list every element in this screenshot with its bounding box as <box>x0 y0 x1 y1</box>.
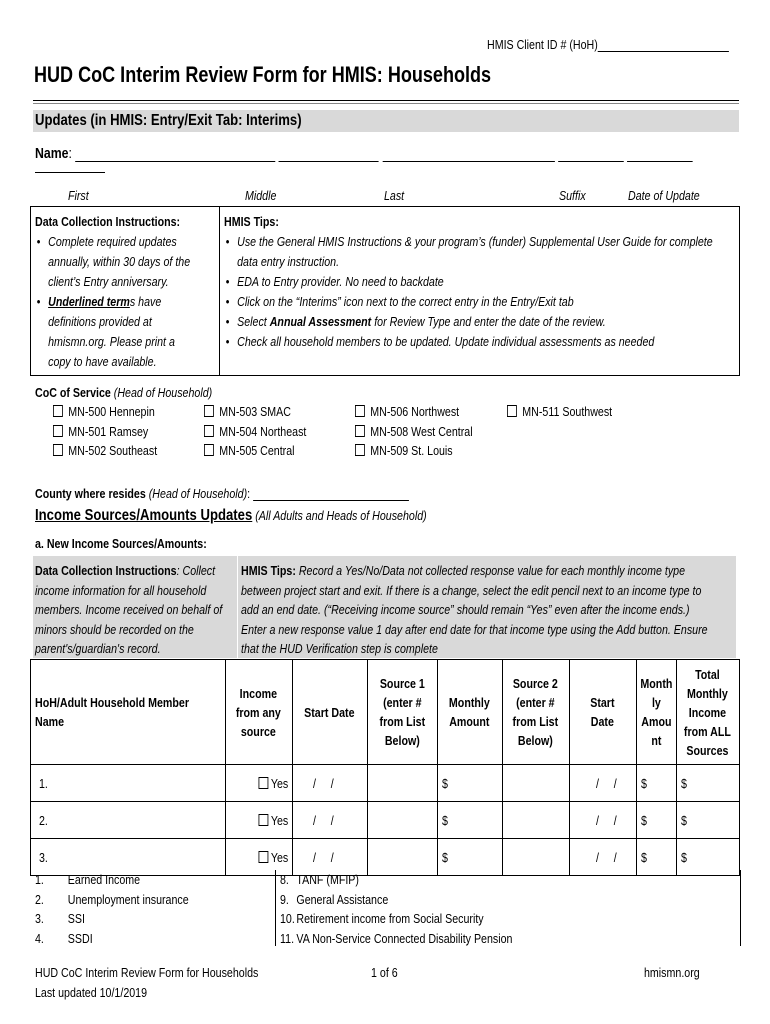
yes-checkbox[interactable]: Yes <box>226 839 293 876</box>
new-income-subheading: a. New Income Sources/Amounts: <box>35 536 207 551</box>
checkbox-icon[interactable] <box>258 814 268 826</box>
label-last: Last <box>384 188 405 203</box>
county-row: County where resides (Head of Household): <box>35 486 491 501</box>
income-dc-instructions: Data Collection Instructions: Collect income information for all household members. Income received on behalf of minors should be recorded on the parent's/guardian's record. <box>35 563 223 656</box>
coc-opt-504[interactable]: MN-504 Northeast <box>204 424 329 439</box>
page-title: HUD CoC Interim Review Form for HMIS: Households <box>34 62 492 87</box>
income-source-list-left <box>35 870 222 948</box>
col-start-date-2: Start Date <box>569 660 636 765</box>
source-2-cell[interactable] <box>503 802 570 839</box>
list-item: 11. VA Non-Service Connected Disability Pension <box>280 930 513 946</box>
income-source-list-right <box>280 870 564 948</box>
list-item: 8. TANF (MFIP) <box>280 872 359 887</box>
footer-updated: Last updated 10/1/2019 <box>35 984 148 1000</box>
tips-title: HMIS Tips: <box>224 214 279 229</box>
col-member-name: HoH/Adult Household Member Name <box>31 660 226 765</box>
checkbox-icon[interactable] <box>204 405 214 417</box>
label-first: First <box>68 188 89 203</box>
checkbox-icon[interactable] <box>53 444 63 456</box>
col-source-1: Source 1 (enter # from List Below) <box>367 660 438 765</box>
start-date-cell[interactable]: / / <box>292 802 367 839</box>
coc-opt-506[interactable]: MN-506 Northwest <box>355 404 482 419</box>
start-date-2-cell[interactable]: / / <box>569 802 636 839</box>
amount-2-cell[interactable]: $ <box>636 839 676 876</box>
list-item: 10. Retirement income from Social Security <box>280 911 484 926</box>
footer-form-name: HUD CoC Interim Review Form for Households <box>35 965 259 980</box>
list-item: 1. Earned Income <box>35 872 141 887</box>
first-name-input[interactable] <box>75 149 275 162</box>
source-2-cell[interactable] <box>503 765 570 802</box>
member-name-cell[interactable]: 1. <box>31 765 226 802</box>
member-name-cell[interactable]: 2. <box>31 802 226 839</box>
county-input[interactable] <box>253 488 409 501</box>
name-row: Name: <box>35 145 770 162</box>
name-overflow-line <box>35 172 105 173</box>
yes-checkbox[interactable]: Yes <box>226 765 293 802</box>
checkbox-icon[interactable] <box>258 851 268 863</box>
coc-opt-508[interactable]: MN-508 West Central <box>355 424 498 439</box>
coc-opt-503[interactable]: MN-503 SMAC <box>204 404 310 419</box>
dc-title: Data Collection Instructions: <box>35 214 181 229</box>
date-update-input[interactable] <box>627 149 693 162</box>
table-row <box>31 765 740 802</box>
income-table-header <box>31 660 740 765</box>
footer-left <box>35 963 307 1002</box>
checkbox-icon[interactable] <box>53 405 63 417</box>
footer-page: 1 of 6 <box>371 965 398 980</box>
income-heading: Income Sources/Amounts Updates <box>35 507 253 524</box>
total-cell[interactable]: $ <box>677 839 740 876</box>
hmis-tips: HMIS Tips: • Use the General HMIS Instructions & your program’s (funder) Supplemental User Guide for complete data entry instruction. • EDA to Entry provider. No need to backdate • Click on the “Interims” icon next to the correct entry in the Entry/Exit tab • Select Annual Assessment for Review Type and enter the date of the review. • Check all household members to be updated. Update individual assessments as needed <box>224 212 770 352</box>
member-name-cell[interactable]: 3. <box>31 839 226 876</box>
total-cell[interactable]: $ <box>677 765 740 802</box>
start-date-cell[interactable]: / / <box>292 839 367 876</box>
col-total-income: Total Monthly Income from ALL Sources <box>677 660 740 765</box>
coc-opt-509[interactable]: MN-509 St. Louis <box>355 443 474 458</box>
checkbox-icon[interactable] <box>204 425 214 437</box>
checkbox-icon[interactable] <box>53 425 63 437</box>
source-1-cell[interactable] <box>367 765 438 802</box>
coc-opt-511[interactable]: MN-511 Southwest <box>507 404 635 419</box>
checkbox-icon[interactable] <box>204 444 214 456</box>
name-label: Name <box>35 145 69 162</box>
col-income-any: Income from any source <box>226 660 293 765</box>
updates-heading: Updates (in HMIS: Entry/Exit Tab: Interims) <box>35 112 302 129</box>
title-rule <box>33 100 739 101</box>
coc-label: CoC of Service <box>35 385 111 400</box>
middle-name-input[interactable] <box>279 149 379 162</box>
col-source-2: Source 2 (enter # from List Below) <box>503 660 570 765</box>
col-start-date: Start Date <box>292 660 367 765</box>
footer-site: hmismn.org <box>644 965 700 980</box>
coc-opt-501[interactable]: MN-501 Ramsey <box>53 424 169 439</box>
amount-2-cell[interactable]: $ <box>636 765 676 802</box>
col-monthly-amount: Monthly Amount <box>438 660 503 765</box>
list-item: 2. Unemployment insurance <box>35 891 189 907</box>
list-item: 9. General Assistance <box>280 891 389 907</box>
start-date-2-cell[interactable]: / / <box>569 765 636 802</box>
list-right-border <box>740 870 741 946</box>
income-hmis-tips: HMIS Tips: Record a Yes/No/Data not collected response value for each monthly income type between project start and exit. If there is a change, select the edit pencil next to an income type to add an end date. (“Receiving income source” should remain “Yes” even after the income ends.) Enter a new response value 1 day after end date for that income type using the Add button. Ensure that the HUD Verification step is complete <box>241 563 708 656</box>
col-monthly-amount-2: Month ly Amou nt <box>636 660 676 765</box>
start-date-2-cell[interactable]: / / <box>569 839 636 876</box>
checkbox-icon[interactable] <box>258 777 268 789</box>
data-collection-instructions: Data Collection Instructions: • Complete required updates annually, within 30 days of the client’s Entry anniversary. • Underlined terms have definitions provided at hmismn.org. Please print a copy to have available. <box>35 212 275 372</box>
amount-cell[interactable]: $ <box>438 802 503 839</box>
label-suffix: Suffix <box>559 188 586 203</box>
label-date-update: Date of Update <box>628 188 700 203</box>
client-id-label: HMIS Client ID # (HoH) <box>487 37 598 52</box>
total-cell[interactable]: $ <box>677 802 740 839</box>
checkbox-icon[interactable] <box>355 425 365 437</box>
income-table <box>30 659 740 876</box>
county-label: County where resides <box>35 486 146 501</box>
checkbox-icon[interactable] <box>355 405 365 417</box>
table-row <box>31 802 740 839</box>
income-heading-row: Income Sources/Amounts Updates (All Adults and Heads of Household) <box>35 507 427 524</box>
suffix-input[interactable] <box>558 149 624 162</box>
amount-cell[interactable]: $ <box>438 839 503 876</box>
coc-label-row: CoC of Service (Head of Household) <box>35 385 213 400</box>
last-name-input[interactable] <box>382 149 554 162</box>
start-date-cell[interactable]: / / <box>292 765 367 802</box>
label-middle: Middle <box>245 188 277 203</box>
checkbox-icon[interactable] <box>355 444 365 456</box>
list-item: 4. SSDI <box>35 930 93 946</box>
client-id-field[interactable] <box>487 37 770 52</box>
amount-cell[interactable]: $ <box>438 765 503 802</box>
coc-opt-505[interactable]: MN-505 Central <box>204 443 314 458</box>
source-1-cell[interactable] <box>367 802 438 839</box>
coc-opt-500[interactable]: MN-500 Hennepin <box>53 404 177 419</box>
checkbox-icon[interactable] <box>507 405 517 417</box>
amount-2-cell[interactable]: $ <box>636 802 676 839</box>
list-item: 3. SSI <box>35 911 85 926</box>
yes-checkbox[interactable]: Yes <box>226 802 293 839</box>
coc-opt-502[interactable]: MN-502 Southeast <box>53 443 180 458</box>
list-divider <box>275 870 276 946</box>
updates-heading-bar <box>33 110 739 132</box>
title-rule-2 <box>33 103 739 104</box>
